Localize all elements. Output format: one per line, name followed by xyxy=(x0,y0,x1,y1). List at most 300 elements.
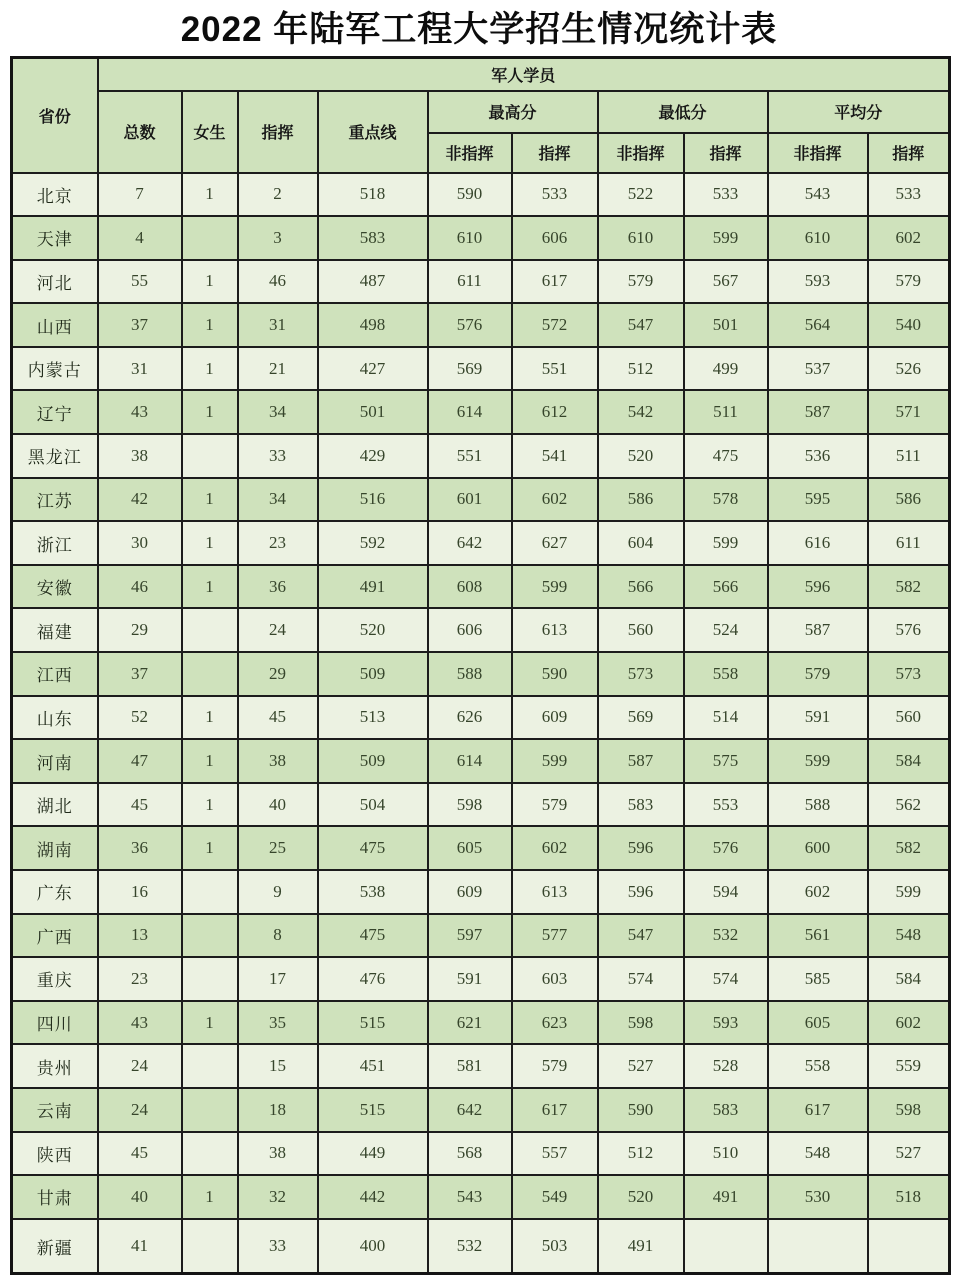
value-cell: 581 xyxy=(428,1044,512,1088)
value-cell: 590 xyxy=(428,173,512,217)
value-cell: 609 xyxy=(512,696,598,740)
value-cell: 621 xyxy=(428,1001,512,1045)
value-cell: 515 xyxy=(318,1001,428,1045)
value-cell xyxy=(684,1219,768,1274)
value-cell: 587 xyxy=(768,390,868,434)
value-cell: 1 xyxy=(182,260,238,304)
value-cell: 45 xyxy=(238,696,318,740)
value-cell: 577 xyxy=(512,914,598,958)
value-cell: 579 xyxy=(768,652,868,696)
province-cell: 北京 xyxy=(12,173,98,217)
value-cell: 617 xyxy=(512,1088,598,1132)
value-cell: 578 xyxy=(684,478,768,522)
value-cell: 596 xyxy=(598,826,684,870)
header-row-group xyxy=(12,58,950,91)
value-cell: 602 xyxy=(512,478,598,522)
value-cell: 571 xyxy=(868,390,950,434)
value-cell: 16 xyxy=(98,870,182,914)
province-cell: 内蒙古 xyxy=(12,347,98,391)
value-cell: 35 xyxy=(238,1001,318,1045)
table-row xyxy=(12,914,950,958)
value-cell: 536 xyxy=(768,434,868,478)
value-cell: 584 xyxy=(868,957,950,1001)
header-highest-noncommand: 非指挥 xyxy=(428,133,512,173)
table-row xyxy=(12,216,950,260)
value-cell: 1 xyxy=(182,1001,238,1045)
value-cell: 611 xyxy=(428,260,512,304)
value-cell: 572 xyxy=(512,303,598,347)
value-cell: 518 xyxy=(868,1175,950,1219)
value-cell: 18 xyxy=(238,1088,318,1132)
value-cell: 1 xyxy=(182,565,238,609)
value-cell: 533 xyxy=(684,173,768,217)
value-cell: 21 xyxy=(238,347,318,391)
value-cell: 41 xyxy=(98,1219,182,1274)
value-cell: 36 xyxy=(98,826,182,870)
value-cell: 520 xyxy=(598,434,684,478)
value-cell: 576 xyxy=(868,608,950,652)
table-row xyxy=(12,434,950,478)
value-cell: 610 xyxy=(428,216,512,260)
value-cell: 33 xyxy=(238,434,318,478)
value-cell: 593 xyxy=(768,260,868,304)
value-cell: 588 xyxy=(428,652,512,696)
table-row xyxy=(12,478,950,522)
value-cell: 579 xyxy=(598,260,684,304)
value-cell: 498 xyxy=(318,303,428,347)
value-cell: 512 xyxy=(598,1132,684,1176)
province-cell: 新疆 xyxy=(12,1219,98,1274)
value-cell xyxy=(182,870,238,914)
value-cell: 9 xyxy=(238,870,318,914)
value-cell: 36 xyxy=(238,565,318,609)
value-cell: 557 xyxy=(512,1132,598,1176)
value-cell xyxy=(182,1044,238,1088)
value-cell: 547 xyxy=(598,303,684,347)
value-cell: 568 xyxy=(428,1132,512,1176)
value-cell: 602 xyxy=(512,826,598,870)
value-cell: 52 xyxy=(98,696,182,740)
value-cell: 509 xyxy=(318,739,428,783)
value-cell: 429 xyxy=(318,434,428,478)
value-cell xyxy=(182,1219,238,1274)
value-cell: 1 xyxy=(182,826,238,870)
value-cell: 599 xyxy=(684,216,768,260)
header-command: 指挥 xyxy=(238,91,318,173)
value-cell: 606 xyxy=(428,608,512,652)
table-row xyxy=(12,521,950,565)
table-row xyxy=(12,303,950,347)
header-average-noncommand: 非指挥 xyxy=(768,133,868,173)
table-body xyxy=(12,173,950,1274)
value-cell: 520 xyxy=(318,608,428,652)
value-cell: 583 xyxy=(684,1088,768,1132)
value-cell: 522 xyxy=(598,173,684,217)
value-cell: 543 xyxy=(768,173,868,217)
value-cell: 583 xyxy=(598,783,684,827)
value-cell: 562 xyxy=(868,783,950,827)
value-cell: 603 xyxy=(512,957,598,1001)
value-cell: 475 xyxy=(318,914,428,958)
province-cell: 浙江 xyxy=(12,521,98,565)
value-cell: 451 xyxy=(318,1044,428,1088)
value-cell: 47 xyxy=(98,739,182,783)
value-cell: 427 xyxy=(318,347,428,391)
province-cell: 江苏 xyxy=(12,478,98,522)
value-cell: 541 xyxy=(512,434,598,478)
table-row xyxy=(12,1044,950,1088)
province-cell: 江西 xyxy=(12,652,98,696)
value-cell: 530 xyxy=(768,1175,868,1219)
value-cell: 1 xyxy=(182,739,238,783)
value-cell: 533 xyxy=(868,173,950,217)
table-row xyxy=(12,390,950,434)
value-cell: 38 xyxy=(238,1132,318,1176)
value-cell: 592 xyxy=(318,521,428,565)
page-title: 2022 年陆军工程大学招生情况统计表 xyxy=(180,10,778,49)
value-cell: 23 xyxy=(238,521,318,565)
value-cell: 499 xyxy=(684,347,768,391)
province-cell: 黑龙江 xyxy=(12,434,98,478)
value-cell: 501 xyxy=(684,303,768,347)
table-row xyxy=(12,826,950,870)
value-cell: 626 xyxy=(428,696,512,740)
value-cell: 24 xyxy=(98,1088,182,1132)
value-cell: 585 xyxy=(768,957,868,1001)
province-cell: 陕西 xyxy=(12,1132,98,1176)
value-cell: 29 xyxy=(238,652,318,696)
value-cell: 596 xyxy=(598,870,684,914)
value-cell: 598 xyxy=(428,783,512,827)
value-cell: 43 xyxy=(98,390,182,434)
value-cell: 32 xyxy=(238,1175,318,1219)
value-cell: 533 xyxy=(512,173,598,217)
value-cell: 588 xyxy=(768,783,868,827)
value-cell: 599 xyxy=(512,565,598,609)
value-cell: 551 xyxy=(512,347,598,391)
value-cell: 1 xyxy=(182,521,238,565)
province-cell: 天津 xyxy=(12,216,98,260)
table-row xyxy=(12,1219,950,1274)
value-cell: 31 xyxy=(238,303,318,347)
value-cell xyxy=(182,914,238,958)
value-cell: 600 xyxy=(768,826,868,870)
value-cell: 558 xyxy=(684,652,768,696)
value-cell: 1 xyxy=(182,173,238,217)
value-cell: 599 xyxy=(768,739,868,783)
value-cell: 566 xyxy=(598,565,684,609)
value-cell: 476 xyxy=(318,957,428,1001)
value-cell: 45 xyxy=(98,1132,182,1176)
province-cell: 重庆 xyxy=(12,957,98,1001)
header-lowest-noncommand: 非指挥 xyxy=(598,133,684,173)
value-cell: 642 xyxy=(428,521,512,565)
table-row xyxy=(12,739,950,783)
value-cell: 3 xyxy=(238,216,318,260)
value-cell: 31 xyxy=(98,347,182,391)
value-cell: 599 xyxy=(684,521,768,565)
value-cell: 549 xyxy=(512,1175,598,1219)
value-cell: 514 xyxy=(684,696,768,740)
value-cell: 614 xyxy=(428,390,512,434)
value-cell: 45 xyxy=(98,783,182,827)
table-row xyxy=(12,347,950,391)
value-cell: 34 xyxy=(238,478,318,522)
value-cell: 509 xyxy=(318,652,428,696)
header-province: 省份 xyxy=(12,58,98,173)
value-cell: 520 xyxy=(598,1175,684,1219)
table-row xyxy=(12,652,950,696)
value-cell: 548 xyxy=(768,1132,868,1176)
value-cell: 591 xyxy=(768,696,868,740)
value-cell: 576 xyxy=(684,826,768,870)
value-cell: 526 xyxy=(868,347,950,391)
value-cell: 586 xyxy=(868,478,950,522)
value-cell: 583 xyxy=(318,216,428,260)
value-cell: 29 xyxy=(98,608,182,652)
province-cell: 四川 xyxy=(12,1001,98,1045)
value-cell: 38 xyxy=(238,739,318,783)
value-cell: 590 xyxy=(512,652,598,696)
value-cell: 610 xyxy=(598,216,684,260)
value-cell: 24 xyxy=(238,608,318,652)
value-cell xyxy=(182,216,238,260)
province-cell: 甘肃 xyxy=(12,1175,98,1219)
value-cell: 567 xyxy=(684,260,768,304)
value-cell: 1 xyxy=(182,1175,238,1219)
value-cell: 8 xyxy=(238,914,318,958)
value-cell: 569 xyxy=(598,696,684,740)
value-cell: 1 xyxy=(182,390,238,434)
value-cell: 597 xyxy=(428,914,512,958)
value-cell: 591 xyxy=(428,957,512,1001)
value-cell: 487 xyxy=(318,260,428,304)
province-cell: 广东 xyxy=(12,870,98,914)
value-cell xyxy=(182,608,238,652)
value-cell: 627 xyxy=(512,521,598,565)
value-cell: 46 xyxy=(98,565,182,609)
value-cell: 610 xyxy=(768,216,868,260)
value-cell: 491 xyxy=(598,1219,684,1274)
value-cell: 46 xyxy=(238,260,318,304)
value-cell: 551 xyxy=(428,434,512,478)
value-cell: 574 xyxy=(684,957,768,1001)
province-cell: 湖南 xyxy=(12,826,98,870)
value-cell: 604 xyxy=(598,521,684,565)
value-cell xyxy=(182,1132,238,1176)
province-cell: 广西 xyxy=(12,914,98,958)
value-cell: 553 xyxy=(684,783,768,827)
value-cell: 579 xyxy=(868,260,950,304)
value-cell: 599 xyxy=(512,739,598,783)
value-cell: 43 xyxy=(98,1001,182,1045)
table-row xyxy=(12,565,950,609)
value-cell: 2 xyxy=(238,173,318,217)
value-cell: 7 xyxy=(98,173,182,217)
value-cell: 528 xyxy=(684,1044,768,1088)
table-header xyxy=(12,58,950,173)
value-cell: 602 xyxy=(868,1001,950,1045)
value-cell xyxy=(182,1088,238,1132)
value-cell: 595 xyxy=(768,478,868,522)
table-row xyxy=(12,1132,950,1176)
admission-stats-table xyxy=(10,56,951,1275)
table-row xyxy=(12,1001,950,1045)
table-row xyxy=(12,783,950,827)
value-cell: 569 xyxy=(428,347,512,391)
value-cell: 1 xyxy=(182,303,238,347)
value-cell: 1 xyxy=(182,696,238,740)
value-cell: 400 xyxy=(318,1219,428,1274)
value-cell: 598 xyxy=(868,1088,950,1132)
value-cell: 564 xyxy=(768,303,868,347)
value-cell: 602 xyxy=(768,870,868,914)
value-cell: 538 xyxy=(318,870,428,914)
value-cell: 611 xyxy=(868,521,950,565)
value-cell: 593 xyxy=(684,1001,768,1045)
value-cell: 560 xyxy=(868,696,950,740)
value-cell: 598 xyxy=(598,1001,684,1045)
value-cell: 37 xyxy=(98,652,182,696)
header-cutoff-line: 重点线 xyxy=(318,91,428,173)
value-cell: 574 xyxy=(598,957,684,1001)
province-cell: 湖北 xyxy=(12,783,98,827)
value-cell: 617 xyxy=(512,260,598,304)
value-cell: 587 xyxy=(768,608,868,652)
table-row xyxy=(12,870,950,914)
value-cell: 616 xyxy=(768,521,868,565)
province-cell: 云南 xyxy=(12,1088,98,1132)
value-cell: 606 xyxy=(512,216,598,260)
value-cell xyxy=(868,1219,950,1274)
value-cell: 605 xyxy=(768,1001,868,1045)
header-average-score: 平均分 xyxy=(768,91,950,133)
value-cell: 37 xyxy=(98,303,182,347)
value-cell: 25 xyxy=(238,826,318,870)
value-cell: 532 xyxy=(684,914,768,958)
header-lowest-score: 最低分 xyxy=(598,91,768,133)
table-row xyxy=(12,1175,950,1219)
header-highest-score: 最高分 xyxy=(428,91,598,133)
value-cell: 613 xyxy=(512,608,598,652)
value-cell: 576 xyxy=(428,303,512,347)
value-cell: 24 xyxy=(98,1044,182,1088)
value-cell: 38 xyxy=(98,434,182,478)
value-cell: 512 xyxy=(598,347,684,391)
value-cell: 582 xyxy=(868,565,950,609)
value-cell: 504 xyxy=(318,783,428,827)
province-cell: 山西 xyxy=(12,303,98,347)
value-cell: 609 xyxy=(428,870,512,914)
value-cell: 642 xyxy=(428,1088,512,1132)
value-cell: 30 xyxy=(98,521,182,565)
value-cell: 559 xyxy=(868,1044,950,1088)
value-cell: 449 xyxy=(318,1132,428,1176)
value-cell: 40 xyxy=(238,783,318,827)
value-cell: 4 xyxy=(98,216,182,260)
value-cell: 596 xyxy=(768,565,868,609)
value-cell: 1 xyxy=(182,347,238,391)
province-cell: 福建 xyxy=(12,608,98,652)
province-cell: 安徽 xyxy=(12,565,98,609)
value-cell: 608 xyxy=(428,565,512,609)
value-cell: 543 xyxy=(428,1175,512,1219)
province-cell: 辽宁 xyxy=(12,390,98,434)
province-cell: 山东 xyxy=(12,696,98,740)
table-row xyxy=(12,260,950,304)
value-cell: 511 xyxy=(684,390,768,434)
value-cell: 510 xyxy=(684,1132,768,1176)
value-cell: 527 xyxy=(598,1044,684,1088)
value-cell: 40 xyxy=(98,1175,182,1219)
province-cell: 河南 xyxy=(12,739,98,783)
value-cell: 33 xyxy=(238,1219,318,1274)
value-cell xyxy=(182,434,238,478)
header-military-cadets: 军人学员 xyxy=(98,58,950,91)
province-cell: 河北 xyxy=(12,260,98,304)
value-cell: 42 xyxy=(98,478,182,522)
value-cell: 579 xyxy=(512,783,598,827)
value-cell xyxy=(182,652,238,696)
value-cell: 503 xyxy=(512,1219,598,1274)
header-average-command: 指挥 xyxy=(868,133,950,173)
value-cell: 579 xyxy=(512,1044,598,1088)
value-cell: 475 xyxy=(684,434,768,478)
table-row xyxy=(12,608,950,652)
value-cell: 617 xyxy=(768,1088,868,1132)
header-total: 总数 xyxy=(98,91,182,173)
value-cell: 513 xyxy=(318,696,428,740)
value-cell: 573 xyxy=(868,652,950,696)
value-cell: 584 xyxy=(868,739,950,783)
value-cell: 527 xyxy=(868,1132,950,1176)
value-cell: 623 xyxy=(512,1001,598,1045)
value-cell: 566 xyxy=(684,565,768,609)
value-cell: 17 xyxy=(238,957,318,1001)
value-cell: 560 xyxy=(598,608,684,652)
value-cell: 601 xyxy=(428,478,512,522)
value-cell: 537 xyxy=(768,347,868,391)
value-cell: 573 xyxy=(598,652,684,696)
value-cell: 602 xyxy=(868,216,950,260)
header-row-main xyxy=(12,91,950,133)
value-cell: 532 xyxy=(428,1219,512,1274)
value-cell: 599 xyxy=(868,870,950,914)
value-cell: 515 xyxy=(318,1088,428,1132)
header-lowest-command: 指挥 xyxy=(684,133,768,173)
value-cell xyxy=(768,1219,868,1274)
value-cell: 13 xyxy=(98,914,182,958)
value-cell: 590 xyxy=(598,1088,684,1132)
table-row xyxy=(12,696,950,740)
value-cell: 23 xyxy=(98,957,182,1001)
value-cell: 575 xyxy=(684,739,768,783)
value-cell: 561 xyxy=(768,914,868,958)
value-cell: 1 xyxy=(182,783,238,827)
value-cell: 542 xyxy=(598,390,684,434)
value-cell: 1 xyxy=(182,478,238,522)
table-row xyxy=(12,173,950,217)
value-cell: 475 xyxy=(318,826,428,870)
header-female: 女生 xyxy=(182,91,238,173)
value-cell: 15 xyxy=(238,1044,318,1088)
value-cell: 587 xyxy=(598,739,684,783)
value-cell: 558 xyxy=(768,1044,868,1088)
header-highest-command: 指挥 xyxy=(512,133,598,173)
value-cell: 582 xyxy=(868,826,950,870)
value-cell: 34 xyxy=(238,390,318,434)
value-cell xyxy=(182,957,238,1001)
